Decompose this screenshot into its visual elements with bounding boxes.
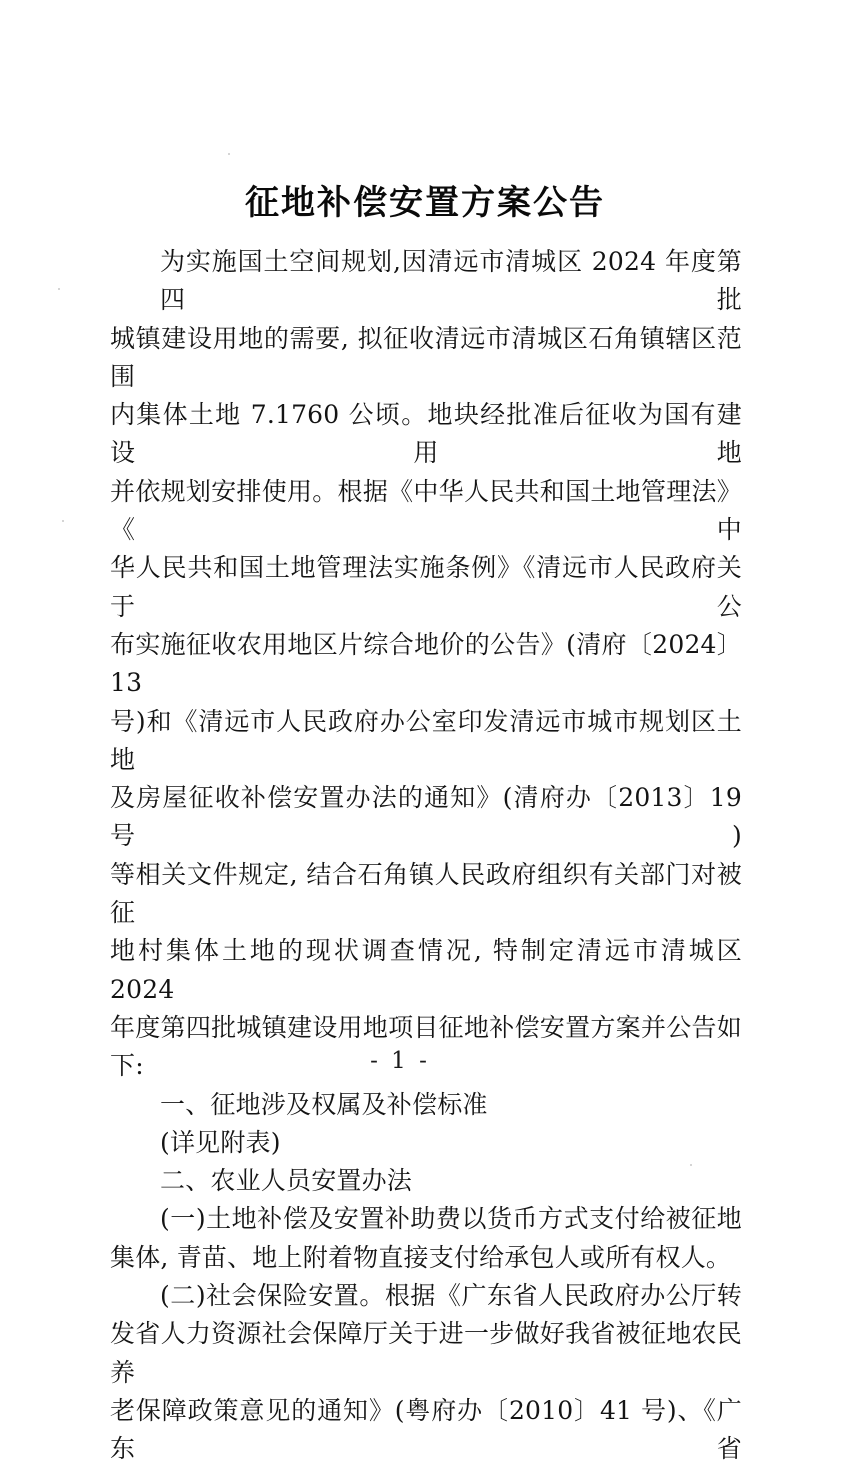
page-number: - 1 - — [370, 1048, 430, 1074]
body-line: 等相关文件规定, 结合石角镇人民政府组织有关部门对被征 — [110, 859, 742, 928]
body-line: (一)土地补偿及安置补助费以货币方式支付给被征地 — [160, 1204, 742, 1234]
body-line: 城镇建设用地的需要, 拟征收清远市清城区石角镇辖区范围 — [110, 323, 742, 391]
body-line: 发省人力资源社会保障厅关于进一步做好我省被征地农民养 — [110, 1319, 742, 1387]
body-line: 老保障政策意见的通知》(粤府办〔2010〕41 号)、《广东省 — [110, 1395, 742, 1464]
body-line: 华人民共和国土地管理法实施条例》《清远市人民政府关于公 — [110, 553, 742, 621]
body-line: (详见附表) — [160, 1127, 281, 1157]
document-body — [110, 243, 742, 1469]
body-line: (二)社会保险安置。根据《广东省人民政府办公厅转 — [160, 1281, 742, 1311]
body-line: 并依规划安排使用。根据《中华人民共和国土地管理法》《中 — [110, 476, 742, 545]
scan-speck — [62, 520, 64, 522]
scan-speck — [228, 153, 230, 155]
body-line: 为实施国土空间规划,因清远市清城区 2024 年度第四批 — [160, 247, 742, 315]
body-line: 二、农业人员安置办法 — [160, 1166, 413, 1196]
body-line: 布实施征收农用地区片综合地价的公告》(清府〔2024〕13 — [110, 629, 742, 698]
scan-speck — [58, 288, 60, 290]
body-line: 年度第四批城镇建设用地项目征地补偿安置方案并公告如 — [110, 1012, 742, 1042]
page-title: 征地补偿安置方案公告 — [245, 182, 605, 223]
body-line: 及房屋征收补偿安置办法的通知》(清府办〔2013〕19 号) — [110, 783, 742, 851]
body-line: 集体, 青苗、地上附着物直接支付给承包人或所有权人。 — [110, 1242, 732, 1272]
body-line: 一、征地涉及权属及补偿标准 — [160, 1089, 488, 1119]
body-line: 号)和《清远市人民政府办公室印发清远市城市规划区土地 — [110, 706, 742, 774]
body-line: 下: — [110, 1051, 144, 1081]
body-line: 地村集体土地的现状调查情况, 特制定清远市清城区 2024 — [110, 936, 742, 1004]
body-line: 内集体土地 7.1760 公顷。地块经批准后征收为国有建设用地 — [110, 400, 742, 468]
